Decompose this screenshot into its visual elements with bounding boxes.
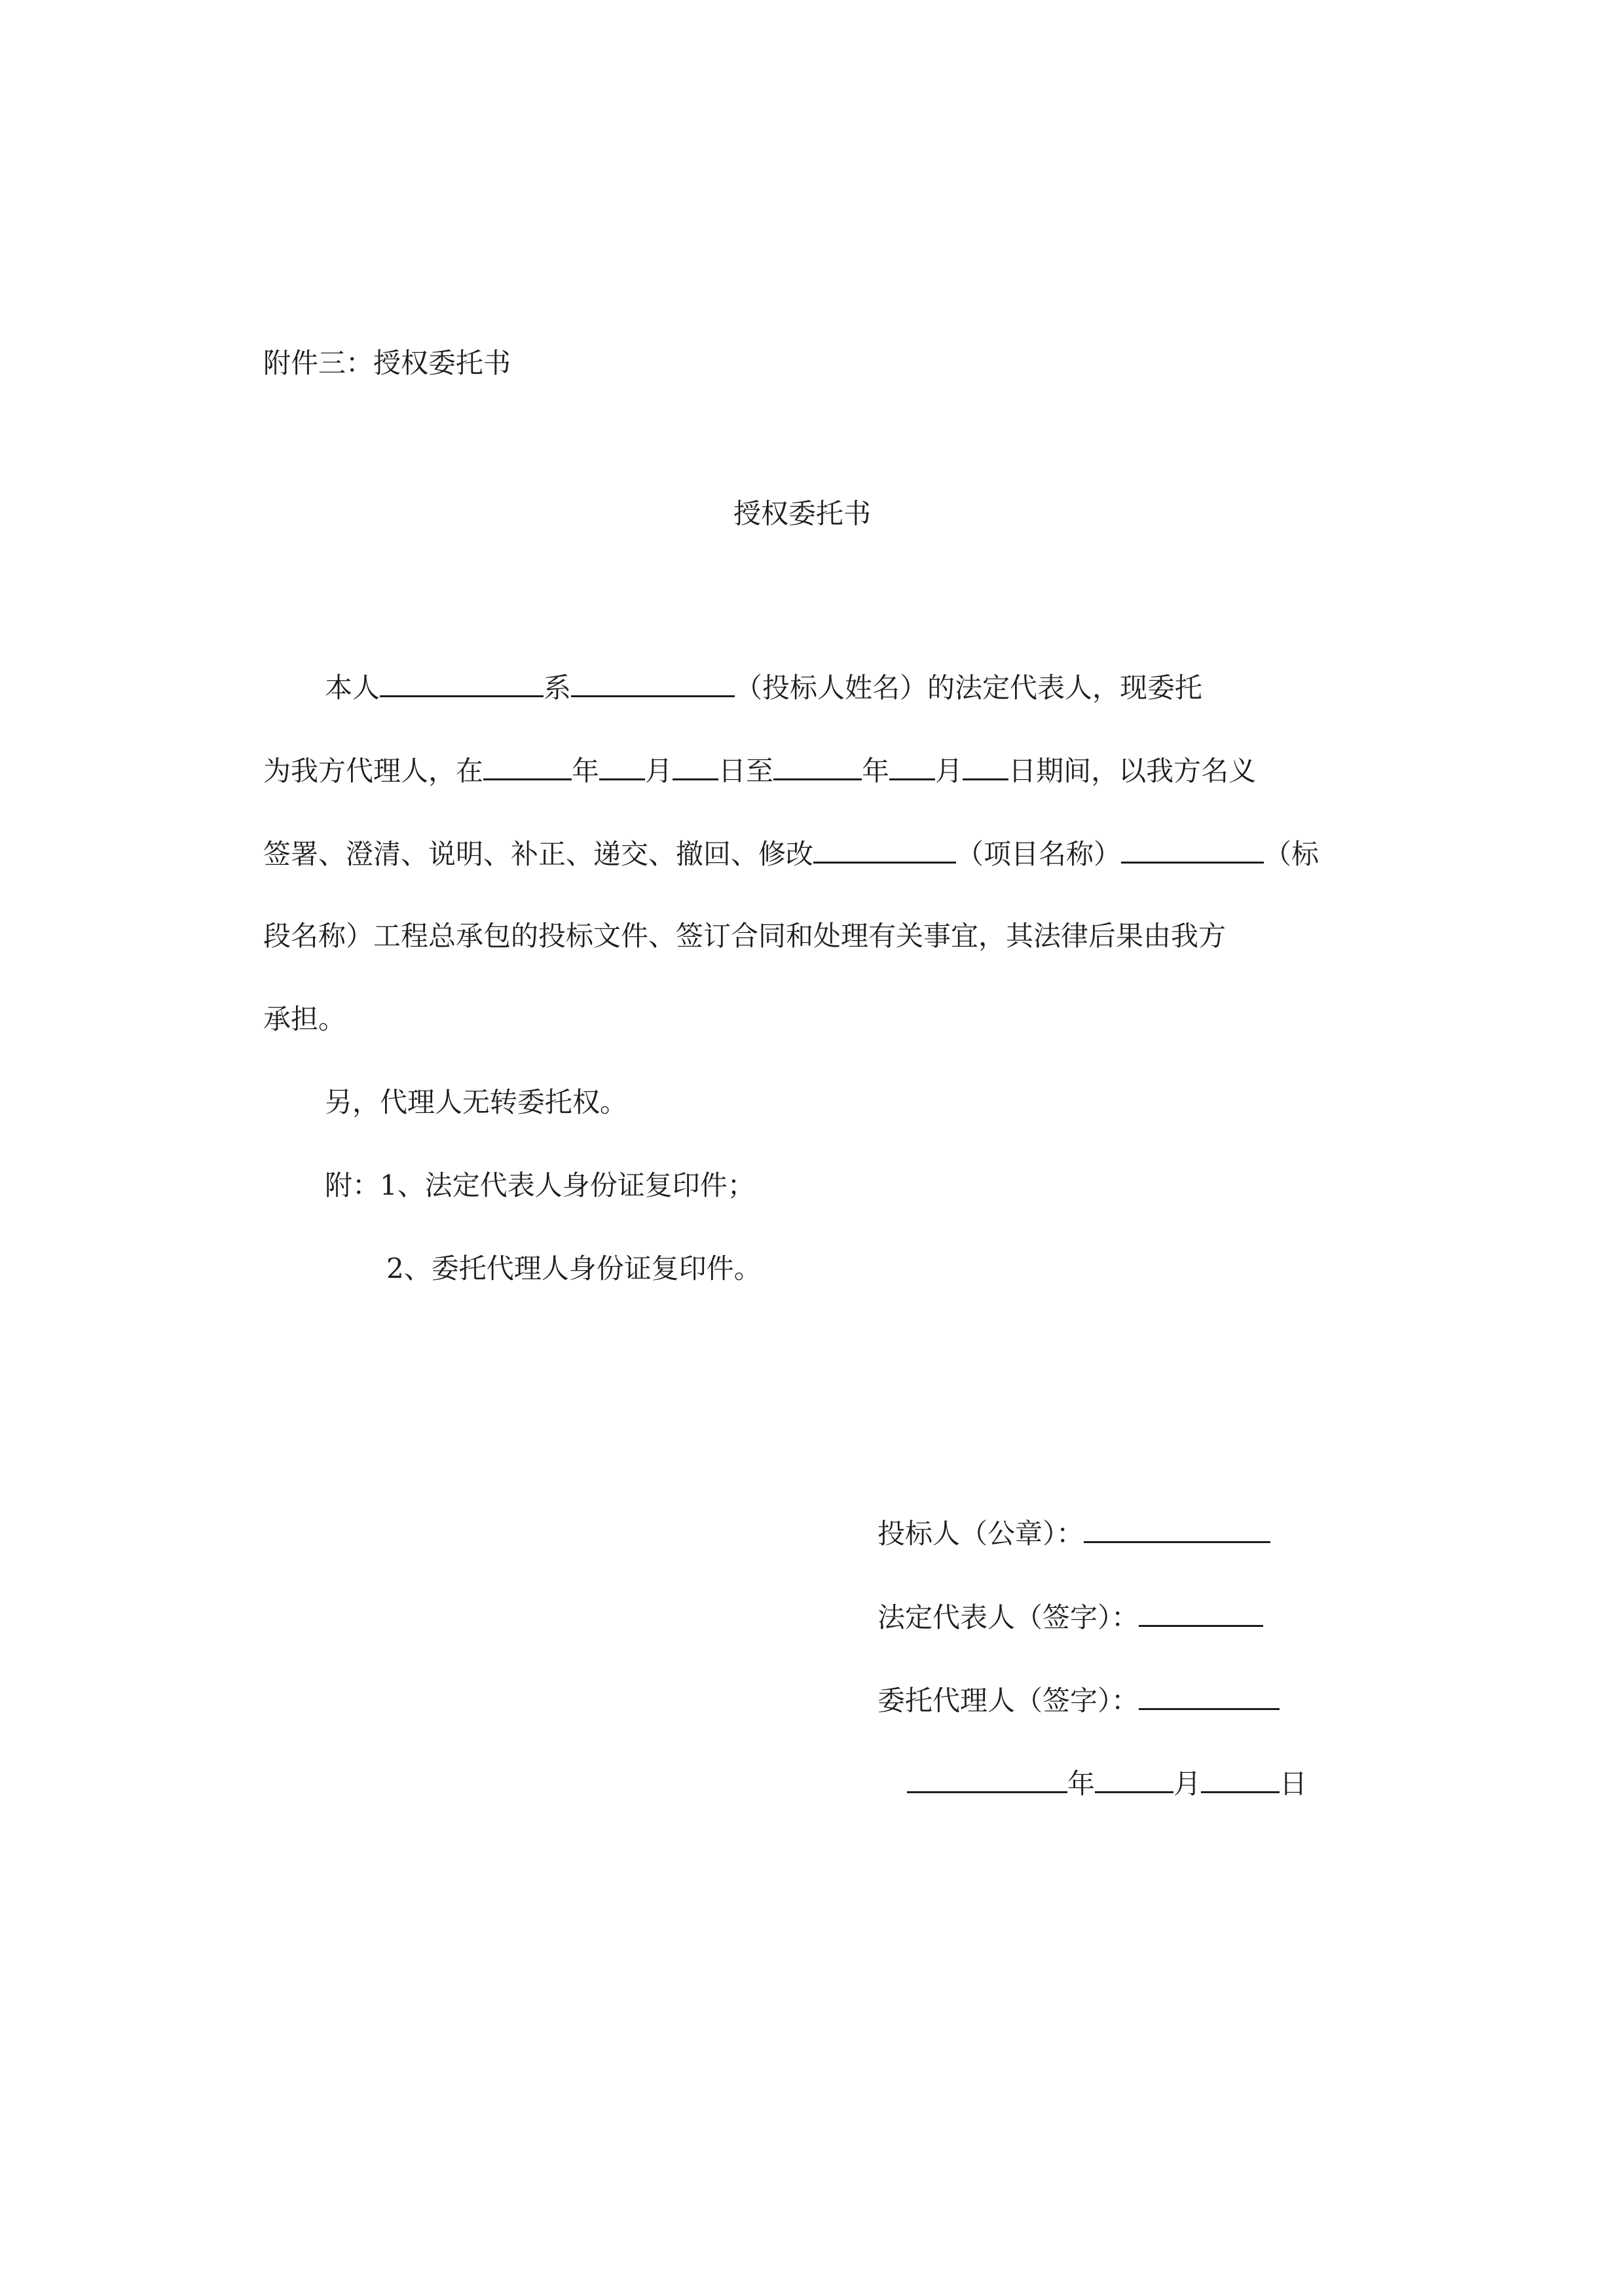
agent-sign-label: 委托代理人（签字）：: [877, 1685, 1139, 1717]
blank-agent-sign[interactable]: [1139, 1679, 1280, 1710]
attachments-line-1: [325, 1166, 755, 1205]
blank-bidder[interactable]: [571, 666, 735, 697]
blank-legal-rep-sign[interactable]: [1139, 1596, 1263, 1627]
blank-year-end[interactable]: [773, 750, 862, 780]
text-month: 月: [935, 755, 963, 787]
blank-year-start[interactable]: [483, 750, 572, 780]
blank-bidder-seal[interactable]: [1084, 1512, 1270, 1543]
signature-legal-rep: [877, 1596, 1263, 1637]
text-xi: 系: [544, 672, 572, 704]
text-month: 月: [645, 755, 673, 787]
body-line-1: [325, 666, 1202, 708]
text-actions: 签署、澄清、说明、补正、递交、撤回、修改: [263, 838, 814, 870]
text-agent-intro: 为我方代理人，在: [263, 755, 484, 787]
body-line-4: 段名称）工程总承包的投标文件、签订合同和处理有关事宜，其法律后果由我方: [263, 920, 1227, 952]
text-project-note: （项目名称）: [956, 838, 1122, 870]
blank-day-end[interactable]: [963, 750, 1008, 780]
legal-rep-sign-label: 法定代表人（签字）：: [877, 1601, 1139, 1633]
attachment-item-2: 2、委托代理人身份证复印件。: [386, 1252, 762, 1285]
signature-agent: [877, 1679, 1280, 1721]
text-day-to: 日至: [718, 755, 774, 787]
attachment-item-1: 1、法定代表人身份证复印件；: [380, 1169, 755, 1201]
text-section-note-start: （标: [1264, 838, 1320, 870]
blank-section-name[interactable]: [1121, 833, 1264, 864]
text-year: 年: [862, 755, 890, 787]
blank-sign-year[interactable]: [907, 1762, 1067, 1793]
no-subdelegation-clause: 另，代理人无转委托权。: [325, 1086, 628, 1118]
text-period: 日期间，以我方名义: [1008, 755, 1257, 787]
date-day: 日: [1280, 1768, 1308, 1800]
bidder-seal-label: 投标人（公章）：: [877, 1518, 1084, 1550]
body-line-3: [263, 833, 1319, 874]
blank-day-start[interactable]: [673, 750, 718, 780]
document-title: 授权委托书: [733, 498, 872, 530]
text-bidder-note: （投标人姓名）的法定代表人，现委托: [735, 672, 1203, 704]
attachment-label: 附件三：授权委托书: [263, 347, 511, 379]
date-year: 年: [1067, 1768, 1096, 1800]
body-line-5: 承担。: [263, 1003, 346, 1035]
date-month: 月: [1173, 1768, 1202, 1800]
body-line-2: [263, 750, 1256, 791]
signature-bidder: [877, 1512, 1270, 1554]
blank-sign-month[interactable]: [1095, 1762, 1173, 1793]
text-year: 年: [572, 755, 600, 787]
signature-date: [907, 1762, 1307, 1804]
text-ben-ren: 本人: [325, 672, 380, 704]
blank-sign-day[interactable]: [1201, 1762, 1280, 1793]
attachments-label: 附：: [325, 1169, 380, 1201]
blank-month-start[interactable]: [599, 750, 645, 780]
blank-project-name[interactable]: [813, 833, 956, 864]
blank-name[interactable]: [380, 666, 544, 697]
blank-month-end[interactable]: [889, 750, 935, 780]
